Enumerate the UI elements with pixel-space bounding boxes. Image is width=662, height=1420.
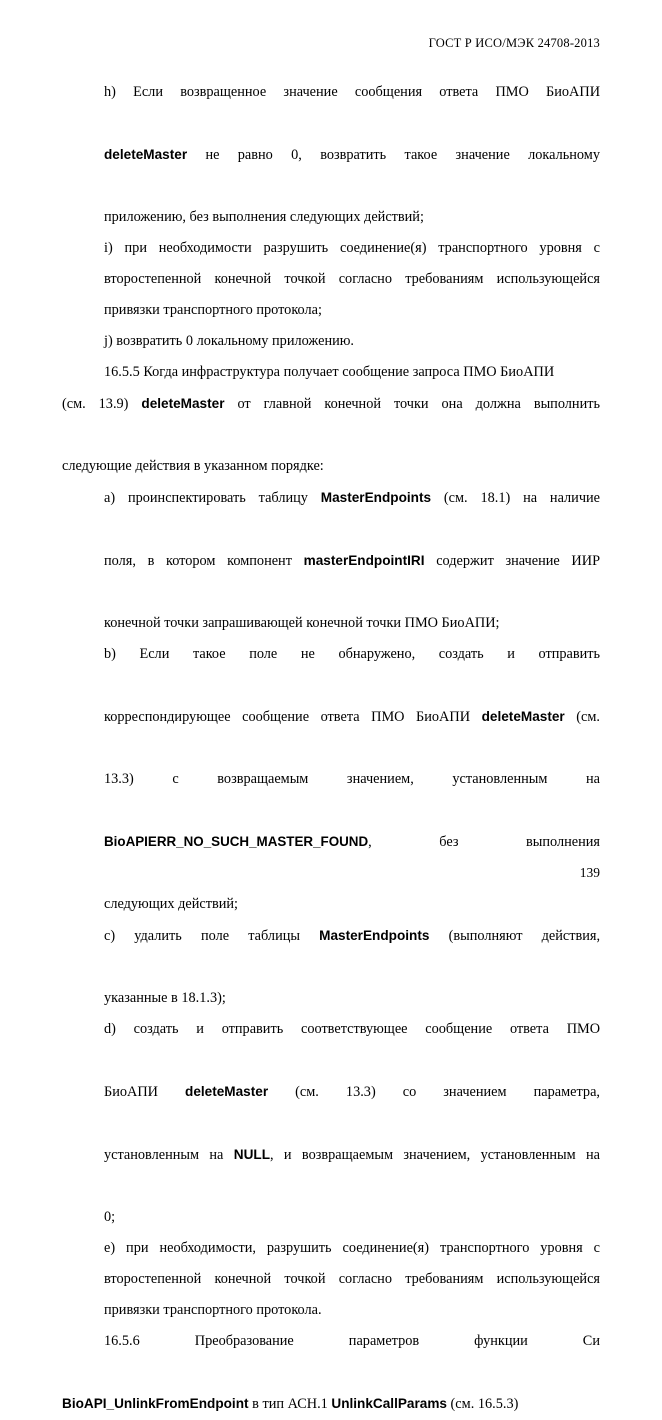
text-run: d) создать [104,1021,179,1037]
text-run: , [368,834,372,850]
text-run: возвратить [320,147,387,163]
list-item-a [62,482,600,639]
clause-16-5-6-line2 [62,1388,600,1420]
text-run: конечной [324,396,382,412]
text-run: b) Если [104,646,170,662]
text-run: приложению, без выполнения следующих действий; [104,209,424,225]
text-run: наличие [549,490,601,506]
text-run: действия, [541,928,601,944]
type-name-unlinkcallparams: UnlinkCallParams [331,1396,447,1411]
text-run: с [172,771,179,787]
text-run: (см. 18.1) [443,490,511,506]
list-item-h [62,77,600,233]
api-name-deletemaster: deleteMaster [104,147,188,162]
text-run: 13.3) [345,1084,376,1100]
text-run: возвращаемым [217,771,309,787]
list-item-c [62,920,600,1014]
text-run: со [402,1084,417,1100]
text-run: сообщения [354,84,423,100]
text-run: значение [283,84,338,100]
text-run: (см. 13.9) [62,396,129,412]
text-run: следующие действия в указанном порядке: [62,458,324,474]
text-run: 0, [291,147,302,163]
text-run: ПМО [566,1021,601,1037]
list-item-e: e) при необходимости, разрушить соединение(я) транспортного уровня с второстепенной конечной точкой согласно требованиям использующейся привязки транспортного протокола. [104,1240,600,1318]
text-run: , и возвращаемым значением, установленным на [270,1147,600,1163]
text-run: точки [393,396,429,412]
text-run: возвращенное [180,84,267,100]
text-run: (см. [295,1084,319,1100]
text-run: на [523,490,538,506]
text-run: сообщение [425,1021,493,1037]
text-run: от [237,396,251,412]
text-run: указанные в 18.1.3); [104,990,226,1006]
value-null: NULL [233,1147,271,1162]
api-name-deletemaster: deleteMaster [141,396,225,411]
list-item-j: j) возвратить 0 локальному приложению. [104,333,354,349]
text-run: 13.3) [104,771,134,787]
page-header [62,36,600,51]
field-name-masterendpointiri: masterEndpointIRI [303,553,425,568]
text-run: корреспондирующее сообщение ответа ПМО БиоАПИ [104,709,471,725]
api-name-deletemaster: deleteMaster [185,1084,269,1099]
text-run: выполнения [526,834,600,850]
text-run: h) Если [104,84,163,100]
text-run: такое [192,646,226,662]
text-run: отправить [221,1021,284,1037]
clause-16-5-5-line1: 16.5.5 Когда инфраструктура получает сообщение запроса ПМО БиоАПИ [104,364,555,380]
standard-reference: ГОСТ Р ИСО/МЭК 24708-2013 [428,36,600,50]
text-run: главной [263,396,312,412]
text-run: и [196,1021,204,1037]
text-run: ответа [439,84,479,100]
text-run: АСН.1 [287,1396,328,1412]
text-run: таблицы [248,928,300,944]
text-run: Си [582,1333,600,1349]
text-run: установленным на [104,1147,224,1163]
table-name-masterendpoints: MasterEndpoints [320,490,432,505]
text-run: установленным [452,771,548,787]
text-run: в [252,1396,259,1412]
text-run: содержит значение ИИР [436,553,601,569]
text-run: ответа [509,1021,549,1037]
text-run: параметра, [533,1084,600,1100]
document-body [62,77,600,1420]
clause-16-5-5-line2 [62,388,600,482]
text-run: значением [443,1084,507,1100]
text-run: отправить [538,646,601,662]
text-run: создать [438,646,484,662]
text-run: c) удалить [104,928,182,944]
text-run: БиоАПИ [546,84,601,100]
text-run: соответствующее [300,1021,408,1037]
text-run: не [300,646,315,662]
api-name-bioapi-unlinkfromendpoint: BioAPI_UnlinkFromEndpoint [62,1396,249,1411]
list-item-b [62,639,600,920]
clause-16-5-6 [62,1326,600,1388]
text-run: параметров [348,1333,420,1349]
text-run: тип [262,1396,285,1412]
text-run: она [441,396,463,412]
table-name-masterendpoints: MasterEndpoints [319,928,430,943]
text-run: 0; [104,1209,116,1225]
error-code-bioapierr-no-such-master-found: BioAPIERR_NO_SUCH_MASTER_FOUND [104,834,369,849]
text-run: равно [237,147,273,163]
text-run: поле [249,646,278,662]
text-run: (см. 16.5.3) [450,1396,519,1412]
text-run: таблицу [258,490,308,506]
list-item-d [62,1014,600,1233]
text-run: и [507,646,515,662]
text-run: значением, [346,771,414,787]
text-run: БиоАПИ [104,1084,158,1100]
text-run: должна [475,396,521,412]
text-run: локальному [528,147,600,163]
text-run: выполнить [533,396,600,412]
text-run: ПМО [495,84,529,100]
text-run: поле [200,928,230,944]
text-run: не [205,147,220,163]
text-run: на [586,771,600,787]
text-run: конечной точки запрашивающей конечной точки ПМО БиоАПИ; [104,615,500,631]
text-run: (см. [576,709,601,725]
text-run: поля, в котором компонент [104,553,292,569]
text-run: без [439,834,459,850]
api-name-deletemaster: deleteMaster [481,709,565,724]
clause-number: 16.5.6 [104,1333,140,1349]
text-run: обнаружено, [338,646,416,662]
text-run: такое [404,147,438,163]
text-run: следующих действий; [104,896,239,912]
text-run: Преобразование [194,1333,294,1349]
list-item-i: i) при необходимости разрушить соединение(я) транспортного уровня с второстепенной конечной точкой согласно требованиям использующейся привязки транспортного протокола; [104,240,600,318]
text-run: функции [474,1333,528,1349]
page-number: 139 [579,865,600,880]
text-run: (выполняют [448,928,523,944]
text-run: a) проинспектировать [104,490,246,506]
text-run: значение [455,147,510,163]
